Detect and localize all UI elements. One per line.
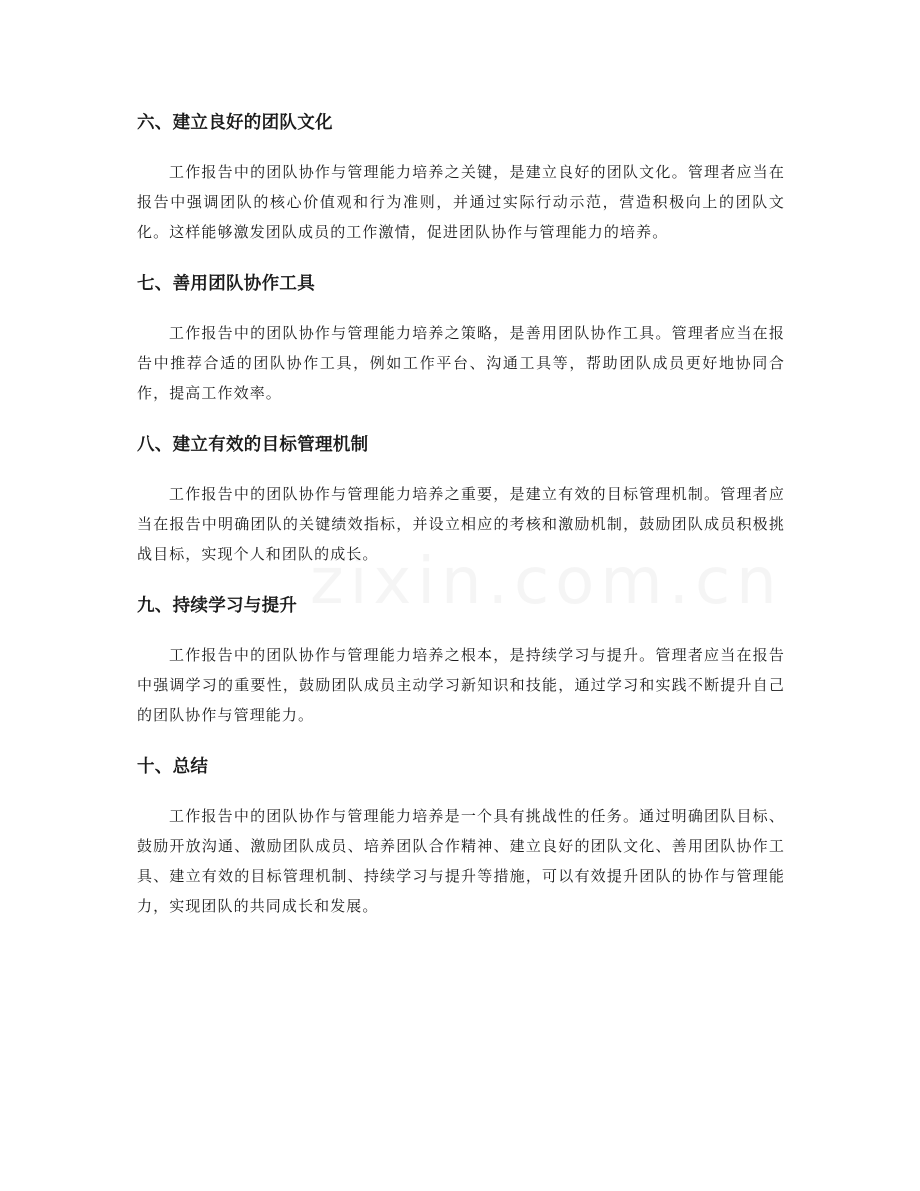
section-heading: 八、建立有效的目标管理机制: [137, 435, 369, 455]
section-team-culture: [137, 108, 785, 247]
section-paragraph: 工作报告中的团队协作与管理能力培养之重要，是建立有效的目标管理机制。管理者应当在报告中明确团队的关键绩效指标，并设立相应的考核和激励机制，鼓励团队成员积极挑战目标，实现个人和团队的成长。: [137, 485, 785, 563]
section-summary: [137, 752, 785, 921]
section-continuous-learning: [137, 591, 785, 730]
section-collaboration-tools: [137, 269, 785, 408]
document-body: [137, 108, 785, 943]
section-paragraph: 工作报告中的团队协作与管理能力培养是一个具有挑战性的任务。通过明确团队目标、鼓励开放沟通、激励团队成员、培养团队合作精神、建立良好的团队文化、善用团队协作工具、建立有效的目标管理机制、持续学习与提升等措施，可以有效提升团队的协作与管理能力，实现团队的共同成长和发展。: [137, 807, 785, 915]
section-paragraph: 工作报告中的团队协作与管理能力培养之关键，是建立良好的团队文化。管理者应当在报告中强调团队的核心价值观和行为准则，并通过实际行动示范，营造积极向上的团队文化。这样能够激发团队成员的工作激情，促进团队协作与管理能力的培养。: [137, 163, 785, 241]
section-heading: 十、总结: [137, 757, 209, 777]
section-heading: 七、善用团队协作工具: [137, 274, 315, 294]
section-goal-management: [137, 430, 785, 569]
watermark: zixin.com.cn: [310, 545, 783, 619]
section-paragraph: 工作报告中的团队协作与管理能力培养之根本，是持续学习与提升。管理者应当在报告中强调学习的重要性，鼓励团队成员主动学习新知识和技能，通过学习和实践不断提升自己的团队协作与管理能力。: [137, 646, 785, 724]
section-heading: 九、持续学习与提升: [137, 596, 298, 616]
section-paragraph: 工作报告中的团队协作与管理能力培养之策略，是善用团队协作工具。管理者应当在报告中推荐合适的团队协作工具，例如工作平台、沟通工具等，帮助团队成员更好地协同合作，提高工作效率。: [137, 324, 785, 402]
section-heading: 六、建立良好的团队文化: [137, 113, 333, 133]
